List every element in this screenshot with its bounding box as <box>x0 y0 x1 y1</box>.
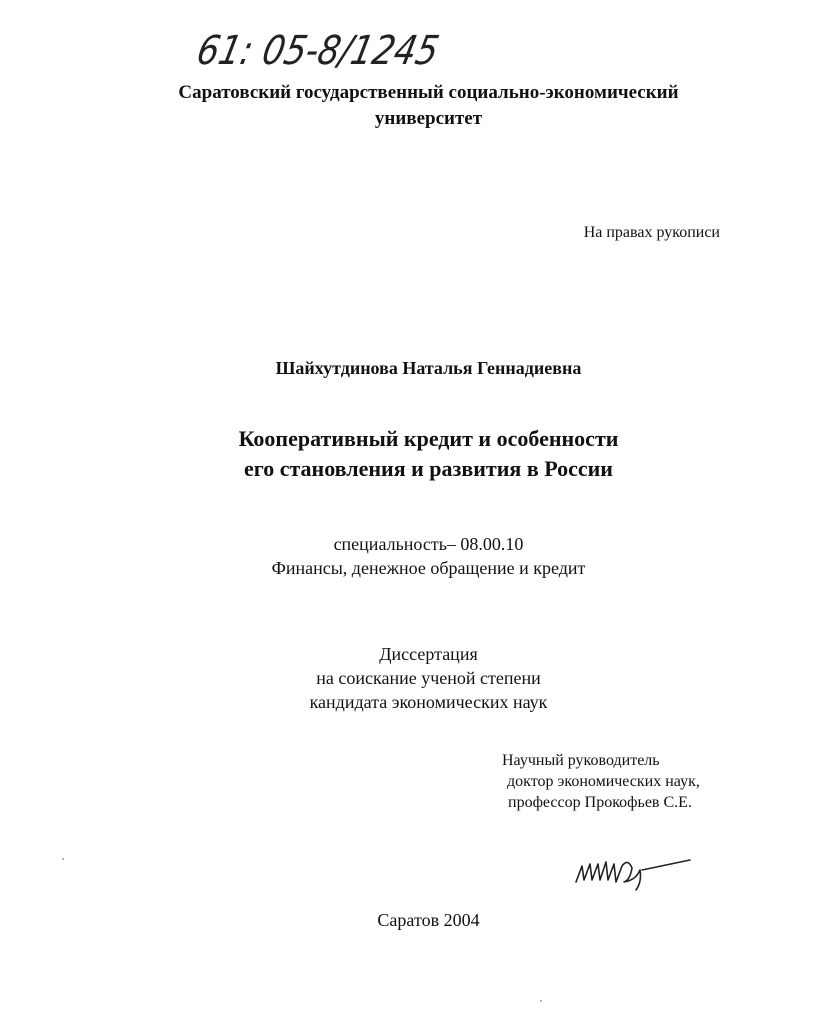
degree-line-3: кандидата экономических наук <box>309 692 548 712</box>
specialty-code: специальность– 08.00.10 <box>333 534 524 554</box>
scan-speck <box>62 858 64 860</box>
specialty-name: Финансы, денежное обращение и кредит <box>271 558 586 578</box>
university-name <box>30 80 827 132</box>
handwritten-signature <box>570 852 700 892</box>
degree-block <box>30 642 827 714</box>
scan-speck <box>540 1000 542 1002</box>
supervisor-name: профессор Прокофьев С.Е. <box>508 794 692 811</box>
author-name: Шайхутдинова Наталья Геннадиевна <box>275 358 582 378</box>
university-line-1: Саратовский государственный социально-экономический <box>178 82 679 103</box>
rights-note: На правах рукописи <box>583 224 720 241</box>
title-line-1: Кооперативный кредит и особенности <box>238 426 619 451</box>
dissertation-title <box>30 424 827 484</box>
handwritten-archive-code <box>192 22 487 82</box>
supervisor-degree: доктор экономических наук, <box>507 773 700 790</box>
degree-line-1: Диссертация <box>379 644 478 664</box>
specialty-block <box>30 532 827 580</box>
archive-code-text: 61: 05-8/1245 <box>192 26 487 74</box>
supervisor-block <box>502 750 792 813</box>
university-line-2: университет <box>374 108 483 129</box>
city-year: Саратов 2004 <box>377 910 480 930</box>
title-line-2: его становления и развития в России <box>244 456 613 481</box>
degree-line-2: на соискание ученой степени <box>316 668 541 688</box>
supervisor-role: Научный руководитель <box>502 752 660 769</box>
